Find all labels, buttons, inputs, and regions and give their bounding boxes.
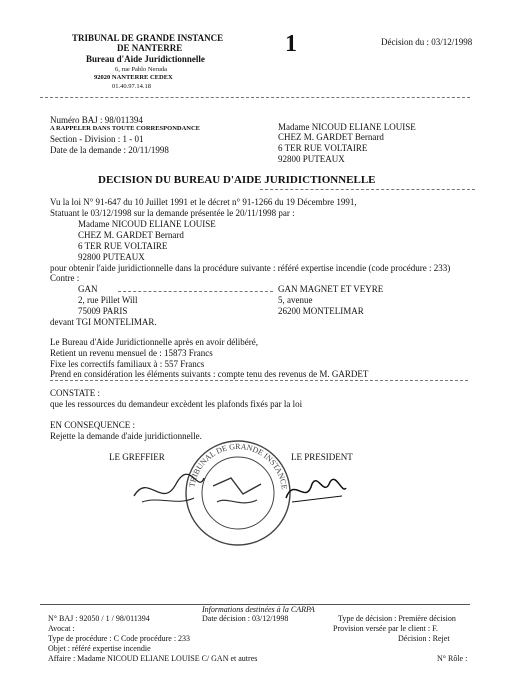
correctifs-familiaux: Fixe les correctifs familiaux à : 557 Francs — [50, 359, 205, 369]
court-city: 92020 NANTERRE CEDEX — [94, 74, 173, 81]
court-phone: 01.40.97.14.18 — [112, 83, 151, 90]
handwritten-mark: 1 — [285, 31, 297, 57]
recipient-line3: 6 TER RUE VOLTAIRE — [278, 143, 368, 153]
procedure: pour obtenir l'aide juridictionnelle dans la procédure suivante : référé expertise incendie (code procédure : 233) — [50, 263, 451, 273]
party-divider — [118, 291, 273, 292]
party1-city: 75009 PARIS — [78, 306, 128, 316]
footer-role: N° Rôle : — [437, 654, 468, 663]
greffier-label: LE GREFFIER — [109, 452, 165, 462]
court-name-line1: TRIBUNAL DE GRANDE INSTANCE — [72, 33, 224, 43]
court-street: 6, rue Pablo Neruda — [115, 66, 167, 73]
footer-baj: N° BAJ : 92050 / 1 / 98/011394 — [48, 614, 150, 623]
numero-baj: Numéro BAJ : 98/011394 — [50, 115, 143, 125]
party2-city: 26200 MONTELIMAR — [278, 306, 364, 316]
prend-divider — [50, 380, 468, 381]
applicant-line1: Madame NICOUD ELIANE LOUISE — [78, 219, 216, 229]
applicant-line3: 6 TER RUE VOLTAIRE — [78, 241, 168, 251]
footer-decision: Décision : Rejet — [398, 634, 450, 643]
rappeler-notice: A RAPPELER DANS TOUTE CORRESPONDANCE — [50, 125, 201, 132]
footer-date-decision: Date décision : 03/12/1998 — [202, 614, 289, 623]
party1-name: GAN — [78, 284, 98, 294]
recipient-line4: 92800 PUTEAUX — [278, 154, 345, 164]
constate-label: CONSTATE : — [50, 388, 101, 398]
elements-consideration: Prend en considération les éléments suivants : compte tenu des revenus de M. GARDET — [50, 369, 369, 379]
statuant: Statuant le 03/12/1998 sur la demande présentée le 20/11/1998 par : — [50, 208, 295, 218]
date-demande: Date de la demande : 20/11/1998 — [50, 145, 169, 155]
footer-avocat: Avocat : — [48, 624, 75, 633]
recipient-line1: Madame NICOUD ELIANE LOUISE — [278, 122, 416, 132]
page-title: DECISION DU BUREAU D'AIDE JURIDICTIONNELLE — [98, 174, 376, 186]
vu-la-loi: Vu la loi N° 91-647 du 10 Juillet 1991 et le décret n° 91-1266 du 19 Décembre 1991, — [50, 197, 357, 207]
recipient-line2: CHEZ M. GARDET Bernard — [278, 132, 384, 142]
president-label: LE PRESIDENT — [291, 452, 353, 462]
decision-date: Décision du : 03/12/1998 — [381, 37, 473, 47]
consequence-label: EN CONSEQUENCE : — [50, 420, 135, 430]
revenu-mensuel: Retient un revenu mensuel de : 15873 Francs — [50, 348, 213, 358]
delibere: Le Bureau d'Aide Juridictionnelle après en avoir délibéré, — [50, 337, 259, 347]
court-name-line2: DE NANTERRE — [117, 43, 183, 53]
carpa-heading: Informations destinées à la CARPA — [202, 605, 315, 614]
party2-name: GAN MAGNET ET VEYRE — [278, 284, 384, 294]
ressources-text: que les ressources du demandeur excèdent les plafonds fixés par la loi — [50, 399, 303, 409]
footer-type-procedure: Type de procédure : C Code procédure : 233 — [48, 634, 191, 643]
party2-street: 5, avenue — [278, 295, 313, 305]
applicant-line4: 92800 PUTEAUX — [78, 252, 145, 262]
rejette-text: Rejette la demande d'aide juridictionnelle. — [50, 431, 202, 441]
applicant-line2: CHEZ M. GARDET Bernard — [78, 230, 184, 240]
greffier-signature — [128, 466, 208, 516]
footer-type-decision: Type de décision : Première décision — [338, 614, 456, 623]
contre-label: Contre : — [50, 273, 80, 283]
title-divider — [260, 189, 475, 190]
section-division: Section - Division : 1 - 01 — [50, 134, 144, 144]
footer-objet: Objet : référé expertise incendie — [48, 644, 151, 653]
devant-tribunal: devant TGI MONTELIMAR. — [50, 317, 157, 327]
footer-affaire: Affaire : Madame NICOUD ELIANE LOUISE C/ GAN et autres — [48, 654, 258, 663]
president-signature — [282, 468, 350, 510]
footer-provision: Provision versée par le client : F. — [333, 624, 438, 633]
header-divider — [40, 97, 470, 98]
seal-text: TRIBUNAL DE GRANDE INSTANCE — [187, 441, 289, 490]
party1-street: 2, rue Pillet Will — [78, 295, 138, 305]
bureau-name: Bureau d'Aide Juridictionnelle — [86, 54, 205, 64]
